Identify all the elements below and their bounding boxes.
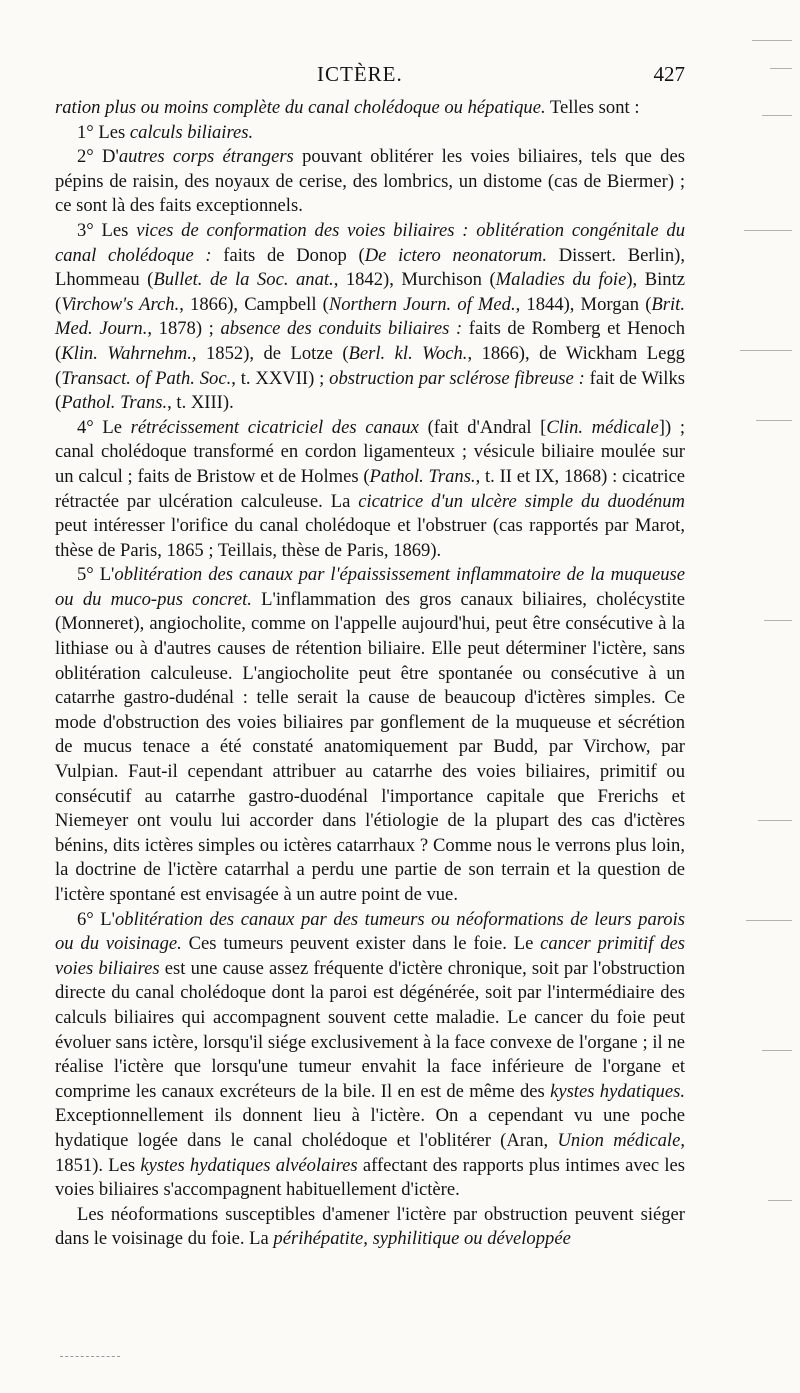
paragraph-item-4 xyxy=(55,416,685,564)
book-page xyxy=(55,62,685,1252)
text-run: , 1866), Campbell ( xyxy=(179,293,329,315)
paragraph-item-2 xyxy=(55,145,685,219)
text-run: L'inflammation des gros canaux biliaires, cholécystite (Monneret), angiocholite, comme on l'appelle aujourd'hui, peut être consécutive à la lithiase ou à d'autres causes de rétention biliaire. Elle peut déterminer l'ictère, sans oblitération calculeuse. L'angiocholite peut être spontanée ou consécutive à un catarrhe gastro-dudénal : telle serait la cause de beaucoup d'ictères simples. Ce mode d'obstruction des voies biliaires par gonflement de la muqueuse et sécrétion de mucus tenace a été constaté anatomiquement par Budd, par Virchow, par Vulpian. Faut-il cependant attribuer au catarrhe des voies biliaires, primitif ou consécutif au catarrhe gastro-duodénal l'importance capitale que Frerichs et Niemeyer ont voulu lui accorder dans l'étiologie de la plupart des cas d'ictères bénins, dits ictères simples ou ictères catarrhaux ? Comme nous le verrons plus loin, la doctrine de l'ictère catarrhal a perdu une partie de son terrain et la question de l'ictère spontané est envisagée à un autre point de vue. xyxy=(55,588,685,905)
paragraph-item-1 xyxy=(55,121,685,146)
item-number: 6° L' xyxy=(77,908,115,930)
text-run: , 1842), Murchison ( xyxy=(333,269,496,291)
text-run: fait de Wilks ( xyxy=(55,367,686,414)
paragraph-item-6 xyxy=(55,908,685,1203)
text-run: , 1852), de Lotze ( xyxy=(191,342,349,364)
italic-text: périhépatite, syphilitique ou développée xyxy=(273,1228,571,1250)
italic-text: autres corps étrangers xyxy=(118,146,294,168)
italic-text: Clin. médicale xyxy=(546,416,659,438)
italic-text: De ictero neonatorum. xyxy=(364,244,547,266)
italic-text: cicatrice d'un ulcère simple du duodénum xyxy=(358,490,685,512)
text-run: pouvant oblitérer les voies biliaires, tels que des pépins de raisin, des noyaux de cerise, des lombrics, un distome (cas de Biermer) ; ce sont là des faits exceptionnels. xyxy=(55,146,685,217)
text-run: faits de Romberg et Henoch ( xyxy=(55,318,685,364)
text-run: Ces tumeurs peuvent exister dans le foie. Le xyxy=(181,933,541,955)
paragraph-item-5 xyxy=(55,563,685,907)
text-run: , t. XXVII) ; xyxy=(231,367,330,389)
italic-text: ration plus ou moins complète du canal cholédoque ou hépatique. xyxy=(55,97,546,118)
paragraph-item-3 xyxy=(55,219,685,416)
italic-text: Union médicale xyxy=(557,1129,681,1151)
text-run: , t. XIII). xyxy=(167,392,234,414)
text-run: ]) ; canal cholédoque transformé en cordon ligamenteux ; vésicule biliaire moulée sur un calcul ; faits de Bristow et de Holmes ( xyxy=(55,416,686,487)
italic-text: kystes hydatiques alvéolaires xyxy=(140,1154,358,1176)
item-number: 4° Le xyxy=(77,416,131,438)
italic-text: absence des conduits biliaires : xyxy=(220,318,463,340)
italic-text: Transact. of Path. Soc. xyxy=(61,367,232,389)
text-run: faits de Donop ( xyxy=(211,244,365,266)
item-number: 2° D' xyxy=(77,146,119,168)
running-title: ICTÈRE. xyxy=(317,62,403,86)
scan-bottom-artifact xyxy=(60,1356,120,1359)
italic-text: oblitération des canaux par l'épaississement inflammatoire de la muqueuse ou du muco-pus concret. xyxy=(55,564,685,610)
text-run: , 1878) ; xyxy=(147,318,221,340)
text-run: Telles sont : xyxy=(545,97,640,118)
italic-text: Maladies du foie xyxy=(495,269,627,291)
item-number: 1° Les xyxy=(77,121,130,143)
italic-text: Northern Journ. of Med. xyxy=(328,293,516,315)
italic-text: Berl. kl. Woch. xyxy=(348,342,468,364)
item-number: 3° Les xyxy=(77,219,137,241)
text-run: , 1844), Morgan ( xyxy=(515,293,652,315)
text-run: Dissert. Berlin), Lhommeau ( xyxy=(55,244,686,291)
italic-text: Pathol. Trans. xyxy=(369,465,476,487)
body-text xyxy=(55,96,685,1252)
italic-text: kystes hydatiques. xyxy=(550,1080,685,1102)
text-run: ), Bintz ( xyxy=(55,269,685,315)
italic-text: vices de conformation des voies biliaires : oblitération congénitale du canal cholédoque : xyxy=(55,219,685,266)
page-number: 427 xyxy=(653,62,685,86)
italic-text: Klin. Wahrnehm. xyxy=(61,342,192,364)
text-run: , t. II et IX, 1868) : cicatrice rétractée par ulcération calculeuse. La xyxy=(55,465,686,512)
text-run: affectant des rapports plus intimes avec les voies biliaires s'accompagnent habituellement d'ictère. xyxy=(55,1154,686,1201)
italic-text: calculs biliaires. xyxy=(129,121,254,143)
text-run: Les néoformations susceptibles d'amener l'ictère par obstruction peuvent siéger dans le voisinage du foie. La xyxy=(55,1203,685,1250)
running-header xyxy=(55,62,685,96)
text-run: Exceptionnellement ils donnent lieu à l'ictère. On a cependant vu une poche hydatique logée dans le canal cholédoque et l'oblitérer (Aran, xyxy=(55,1105,685,1151)
paragraph-closing xyxy=(55,1203,685,1252)
text-run: est une cause assez fréquente d'ictère chronique, soit par l'obstruction directe du canal cholédoque dont la paroi est dégénérée, soit par l'intermédiaire des calculs biliaires qui accompagnent souvent cette maladie. Le cancer du foie peut évoluer sans ictère, lorsqu'il siége exclusivement à la face convexe de l'organe ; il ne réalise l'ictère que lorsqu'une tumeur envahit la face inférieure de l'organe et comprime les canaux excréteurs de la bile. Il en est de même des xyxy=(55,957,685,1102)
text-run: , 1851). Les xyxy=(55,1129,686,1176)
italic-text: Virchow's Arch. xyxy=(61,293,180,315)
paragraph-intro xyxy=(55,96,685,121)
scan-margin-artifacts xyxy=(722,20,792,1360)
italic-text: Pathol. Trans. xyxy=(61,392,168,414)
italic-text: cancer primitif des voies biliaires xyxy=(55,933,685,979)
text-run: , 1866), de Wickham Legg ( xyxy=(55,342,685,389)
italic-text: Brit. Med. Journ. xyxy=(55,293,685,340)
italic-text: rétrécissement cicatriciel des canaux xyxy=(130,416,419,438)
italic-text: oblitération des canaux par des tumeurs ou néoformations de leurs parois ou du voisinage. xyxy=(55,908,685,955)
text-run: peut intéresser l'orifice du canal cholédoque et l'obstruer (cas rapportés par Marot, thèse de Paris, 1865 ; Teillais, thèse de Paris, 1869). xyxy=(55,515,685,561)
text-run: (fait d'Andral [ xyxy=(418,416,547,438)
italic-text: Bullet. de la Soc. anat. xyxy=(153,269,334,291)
italic-text: obstruction par sclérose fibreuse : xyxy=(329,367,585,389)
item-number: 5° L' xyxy=(77,564,115,586)
